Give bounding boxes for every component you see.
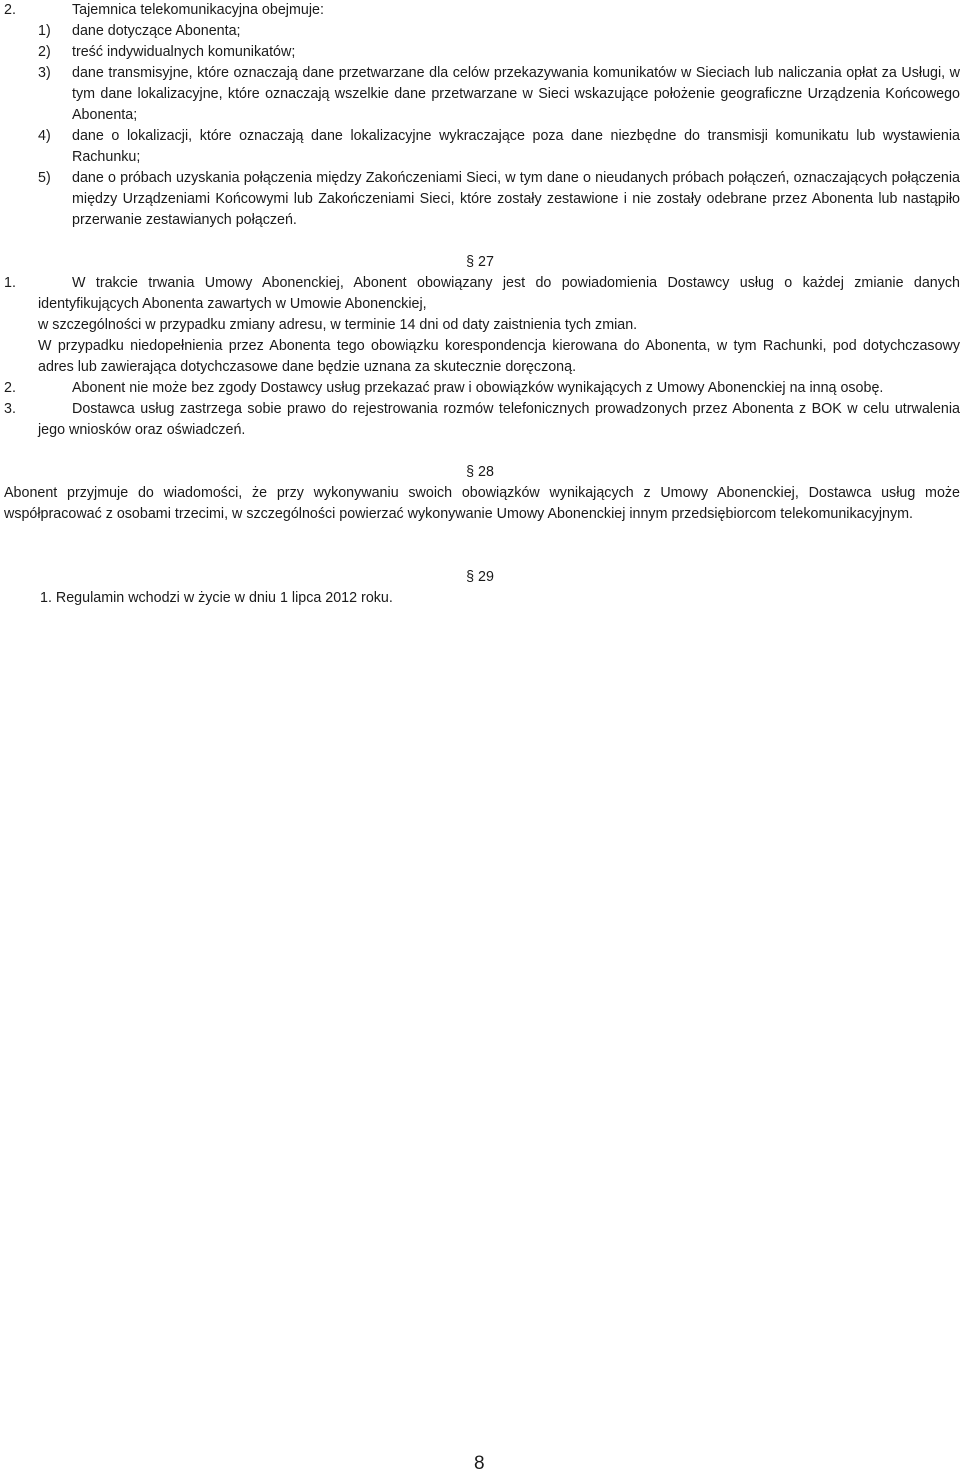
section-intro: Tajemnica telekomunikacyjna obejmuje: [72, 2, 324, 18]
paragraph-text: Dostawca usług zastrzega sobie prawo do rejestrowania rozmów telefonicznych prowadzonych przez Abonenta z BOK w celu utrwalenia jego wniosków oraz oświadczeń. [38, 401, 960, 438]
paragraph-text: W przypadku niedopełnienia przez Abonenta tego obowiązku korespondencja kierowana do Abonenta, w tym Rachunki, pod dotychczasowy adres lub zawierająca dotychczasowe dane będzie uznana za skutecznie doręczoną. [38, 338, 960, 375]
list-item-number: 3) [38, 65, 51, 81]
list-item: dane transmisyjne, które oznaczają dane przetwarzane dla celów przekazywania komunikatów w Sieciach lub naliczania opłat za Usługi, w tym dane lokalizacyjne, które oznaczają wszelkie dane przetwarzane w Sieci wskazujące położenie geograficzne Urządzenia Końcowego Abonenta; [72, 65, 960, 123]
list-item-number: 4) [38, 128, 51, 144]
paragraph-text: 1. Regulamin wchodzi w życie w dniu 1 lipca 2012 roku. [40, 590, 393, 606]
list-item-number: 2) [38, 44, 51, 60]
paragraph-heading: § 27 [466, 254, 494, 270]
paragraph-text: Abonent przyjmuje do wiadomości, że przy wykonywaniu swoich obowiązków wynikających z Umowy Abonenckiej, Dostawca usług może współpracować z osobami trzecimi, w szczególności powierzać wykonywanie Umowy Abonenckiej innym przedsiębiorcom telekomunikacyjnym. [4, 485, 960, 522]
list-item-number: 1) [38, 23, 51, 39]
paragraph-number: 2. [4, 380, 16, 396]
paragraph-number: 3. [4, 401, 16, 417]
page-number: 8 [474, 1453, 485, 1474]
paragraph-text: W trakcie trwania Umowy Abonenckiej, Abonent obowiązany jest do powiadomienia Dostawcy usług o każdej zmianie danych identyfikujących Abonenta zawartych w Umowie Abonenckiej, [38, 275, 960, 312]
section-number: 2. [4, 2, 16, 18]
list-item: dane o próbach uzyskania połączenia między Zakończeniami Sieci, w tym dane o nieudanych próbach połączeń, oznaczających połączenia między Urządzeniami Końcowymi lub Zakończeniami Sieci, które zostały zestawione i nie zostały odebrane przez Abonenta lub nastąpiło przerwanie zestawianych połączeń. [72, 170, 960, 228]
list-item: dane o lokalizacji, które oznaczają dane lokalizacyjne wykraczające poza dane niezbędne do transmisji komunikatu lub wystawienia Rachunku; [72, 128, 960, 165]
paragraph-heading: § 29 [466, 569, 494, 585]
list-item-number: 5) [38, 170, 51, 186]
paragraph-text: w szczególności w przypadku zmiany adresu, w terminie 14 dni od daty zaistnienia tych zmian. [38, 317, 638, 333]
list-item: treść indywidualnych komunikatów; [72, 44, 296, 60]
list-item: dane dotyczące Abonenta; [72, 23, 241, 39]
paragraph-text: Abonent nie może bez zgody Dostawcy usług przekazać praw i obowiązków wynikających z Umowy Abonenckiej na inną osobę. [72, 380, 884, 396]
paragraph-number: 1. [4, 275, 16, 291]
paragraph-heading: § 28 [466, 464, 494, 480]
